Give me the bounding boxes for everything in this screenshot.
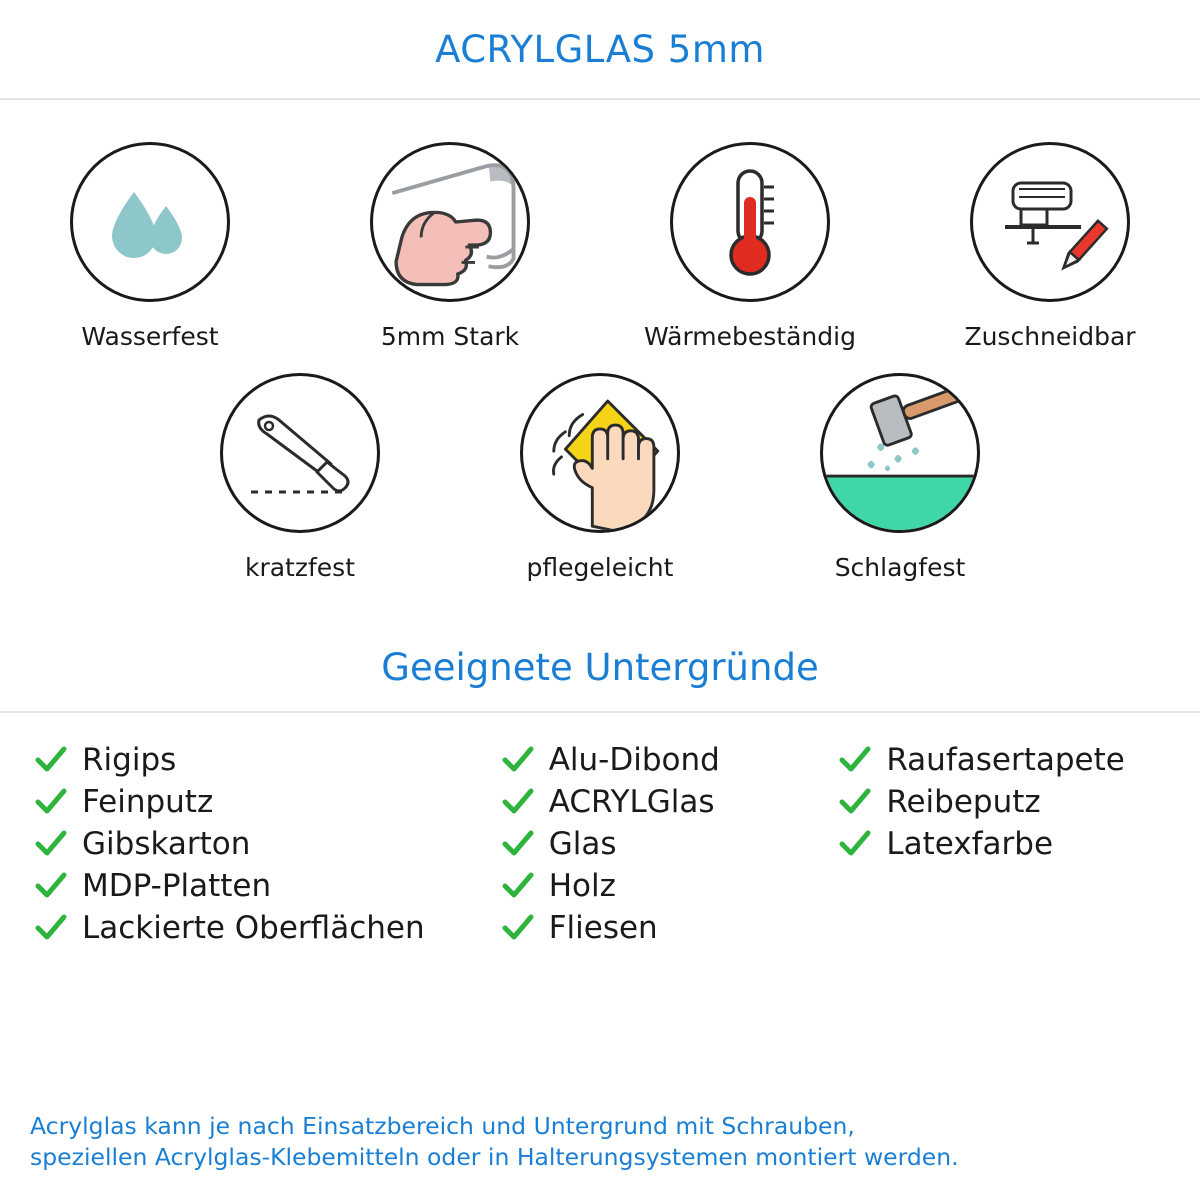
feature-label: Wärmebeständig [644, 322, 856, 351]
check-icon [501, 743, 535, 777]
list-item [34, 781, 501, 823]
feature-zuschneidbar [900, 142, 1200, 351]
mounting-note-line-1: Acrylglas kann je nach Einsatzbereich und Untergrund mit Schrauben, [30, 1111, 855, 1140]
list-item [34, 823, 501, 865]
feature-label: kratzfest [244, 553, 355, 582]
check-icon [34, 785, 68, 819]
check-icon [501, 827, 535, 861]
features-row-1 [0, 142, 1200, 351]
list-item [838, 739, 1166, 781]
substrates-column-3 [838, 739, 1166, 949]
feature-icon-circle [220, 373, 380, 533]
list-item-label: Glas [548, 825, 617, 862]
page-header [0, 0, 1200, 100]
list-item-label: Lackierte Oberflächen [82, 909, 425, 946]
feature-kratzfest [150, 373, 450, 582]
features-section [0, 100, 1200, 582]
feature-label: Wasserfest [81, 322, 219, 351]
mounting-note [30, 1111, 1176, 1174]
feature-label: pflegeleicht [526, 553, 674, 582]
list-item [34, 739, 501, 781]
list-item-label: Alu-Dibond [548, 741, 720, 778]
check-icon [501, 911, 535, 945]
check-icon [838, 827, 872, 861]
check-icon [34, 869, 68, 903]
feature-label: Zuschneidbar [964, 322, 1136, 351]
features-row-2 [0, 373, 1200, 582]
hammer-impact-icon [823, 373, 977, 533]
list-item-label: Gibskarton [82, 825, 251, 862]
cleaning-hand-cloth-icon [523, 373, 677, 533]
list-item-label: Rigips [82, 741, 177, 778]
substrates-section [0, 713, 1200, 949]
check-icon [34, 827, 68, 861]
feature-icon-circle [70, 142, 230, 302]
feature-label: 5mm Stark [380, 322, 520, 351]
feature-pflegeleicht [450, 373, 750, 582]
row2-spacer [0, 373, 150, 582]
feature-icon-circle [820, 373, 980, 533]
list-item [501, 823, 839, 865]
list-item-label: ACRYLGlas [548, 783, 715, 820]
list-item [501, 739, 839, 781]
check-icon [838, 785, 872, 819]
list-item [838, 781, 1166, 823]
substrates-column-2 [501, 739, 839, 949]
check-icon [501, 785, 535, 819]
substrates-title: Geeignete Untergründe [381, 646, 819, 689]
jigsaw-cutter-icon [985, 157, 1115, 287]
feature-icon-circle [370, 142, 530, 302]
feature-label: Schlagfest [834, 553, 966, 582]
list-item [501, 907, 839, 949]
list-item-label: Feinputz [82, 783, 214, 820]
knife-scratch-icon [235, 388, 365, 518]
check-icon [34, 911, 68, 945]
substrates-header [0, 646, 1200, 713]
row2-spacer-right [1050, 373, 1200, 582]
mounting-note-line-2: speziellen Acrylglas-Klebemitteln oder in Halterungsystemen montiert werden. [30, 1143, 959, 1172]
feature-5mm-stark [300, 142, 600, 351]
list-item [838, 823, 1166, 865]
feature-schlagfest [750, 373, 1050, 582]
feature-wasserfest [0, 142, 300, 351]
feature-icon-circle [970, 142, 1130, 302]
feature-icon-circle [520, 373, 680, 533]
list-item-label: MDP-Platten [82, 867, 272, 904]
check-icon [501, 869, 535, 903]
list-item [34, 907, 501, 949]
thermometer-icon [690, 157, 810, 287]
list-item [34, 865, 501, 907]
list-item-label: Fliesen [548, 909, 658, 946]
list-item-label: Raufasertapete [886, 741, 1125, 778]
strong-arm-icon [373, 142, 527, 302]
feature-icon-circle [670, 142, 830, 302]
list-item [501, 865, 839, 907]
check-icon [838, 743, 872, 777]
list-item-label: Latexfarbe [886, 825, 1054, 862]
water-drops-icon [90, 162, 210, 282]
list-item [501, 781, 839, 823]
page-title: ACRYLGLAS 5mm [435, 27, 765, 71]
check-icon [34, 743, 68, 777]
feature-waermebestaendig [600, 142, 900, 351]
list-item-label: Reibeputz [886, 783, 1041, 820]
list-item-label: Holz [548, 867, 616, 904]
substrates-column-1 [34, 739, 501, 949]
